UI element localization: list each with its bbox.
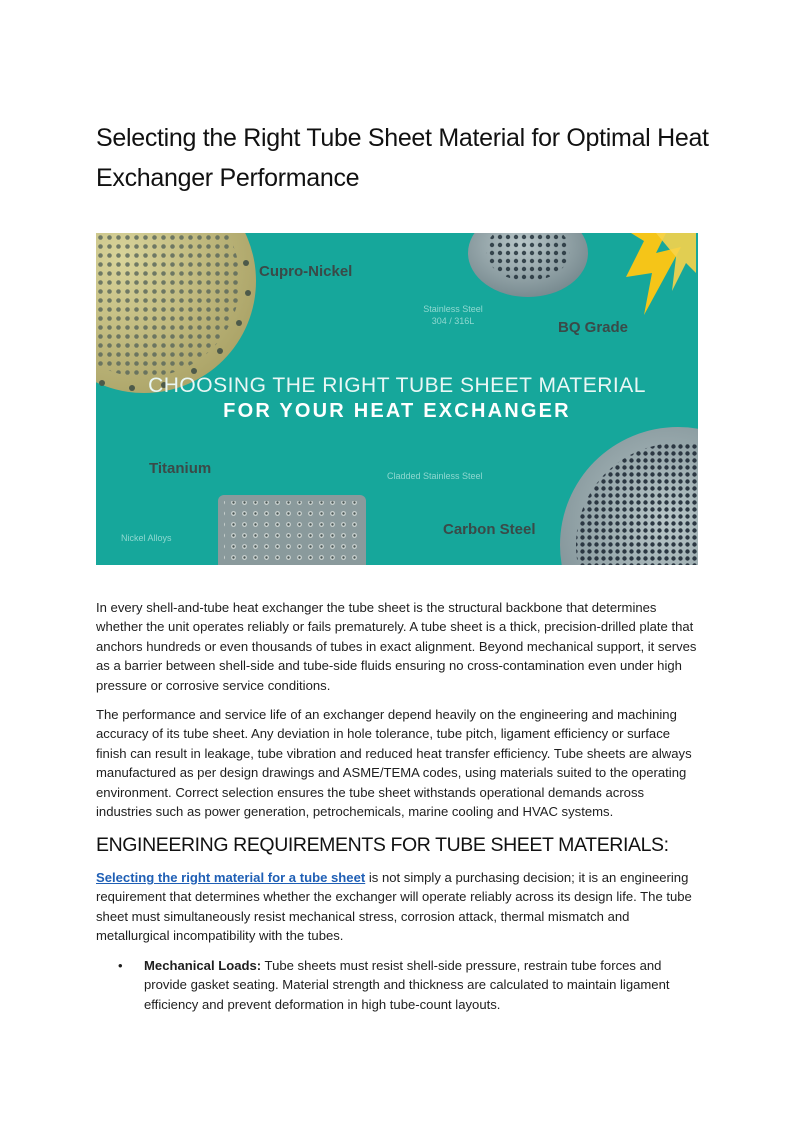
bullet-label: Mechanical Loads:	[144, 958, 262, 973]
bullet-icon: •	[118, 958, 123, 973]
performance-paragraph: The performance and service life of an exchanger depend heavily on the engineering and machining accuracy of its tube sheet. Any deviation in hole tolerance, tube pitch, ligament efficiency or surface finish can result in leakage, tube vibration and reduced heat transfer efficiency. Tube sheets are always manufactured as per design drawings and ASME/TEMA codes, using materials suited to the operating environment. Correct selection ensures the tube sheet withstands operational demands across industries such as power generation, petrochemicals, marine cooling and HVAC systems.	[96, 707, 692, 820]
titanium-plate	[218, 495, 366, 565]
label-nickel-alloys: Nickel Alloys	[121, 533, 172, 543]
banner-artwork	[96, 233, 698, 565]
label-bq-grade: BQ Grade	[558, 319, 629, 336]
section-intro-text: is not simply a purchasing decision; it is an engineering requirement that determines whether the exchanger will operate reliably across its design life. The tube sheet must simultaneously resist mechanical stress, corrosion attack, thermal mismatch and metallurgical incompatibility with the tubes.	[96, 870, 692, 944]
section-intro-paragraph	[96, 868, 700, 946]
page-title: Selecting the Right Tube Sheet Material for Optimal Heat Exchanger Performance	[96, 124, 709, 192]
label-stainless-steel-line1: Stainless Steel	[423, 304, 483, 314]
list-item	[96, 956, 700, 1014]
intro-paragraph: In every shell-and-tube heat exchanger the tube sheet is the structural backbone that determines whether the unit operates reliably or fails prematurely. A tube sheet is a thick, precision-drilled plate that anchors hundreds or even thousands of tubes in exact alignment. Beyond mechanical support, it serves as a barrier between shell-side and tube-side fluids ensuring no cross-contamination even under high pressure or corrosive service conditions.	[96, 600, 697, 693]
hero-banner	[96, 233, 698, 565]
banner-headline-line1: CHOOSING THE RIGHT TUBE SHEET MATERIAL	[148, 374, 646, 397]
label-titanium: Titanium	[149, 460, 212, 477]
bullet-text: Tube sheets must resist shell-side pressure, restrain tube forces and provide gasket seating. Material strength and thickness are calculated to maintain ligament efficiency and prevent deformation in high tube-count layouts.	[144, 958, 670, 1012]
banner-headline-line2: FOR YOUR HEAT EXCHANGER	[223, 400, 571, 422]
material-selection-link[interactable]: Selecting the right material for a tube sheet	[96, 870, 366, 885]
label-stainless-steel	[410, 303, 496, 327]
section-heading: ENGINEERING REQUIREMENTS FOR TUBE SHEET MATERIALS:	[96, 834, 669, 856]
label-carbon-steel: Carbon Steel	[443, 521, 536, 538]
lightning-shape	[626, 233, 696, 315]
requirements-list	[96, 956, 700, 1014]
carbon-steel-disc	[560, 427, 698, 565]
label-cladded-stainless: Cladded Stainless Steel	[387, 471, 483, 481]
stainless-steel-disc	[468, 233, 588, 297]
cupro-nickel-plate	[96, 233, 256, 393]
label-cupro-nickel: Cupro-Nickel	[259, 263, 353, 280]
label-stainless-steel-line2: 304 / 316L	[431, 316, 475, 326]
